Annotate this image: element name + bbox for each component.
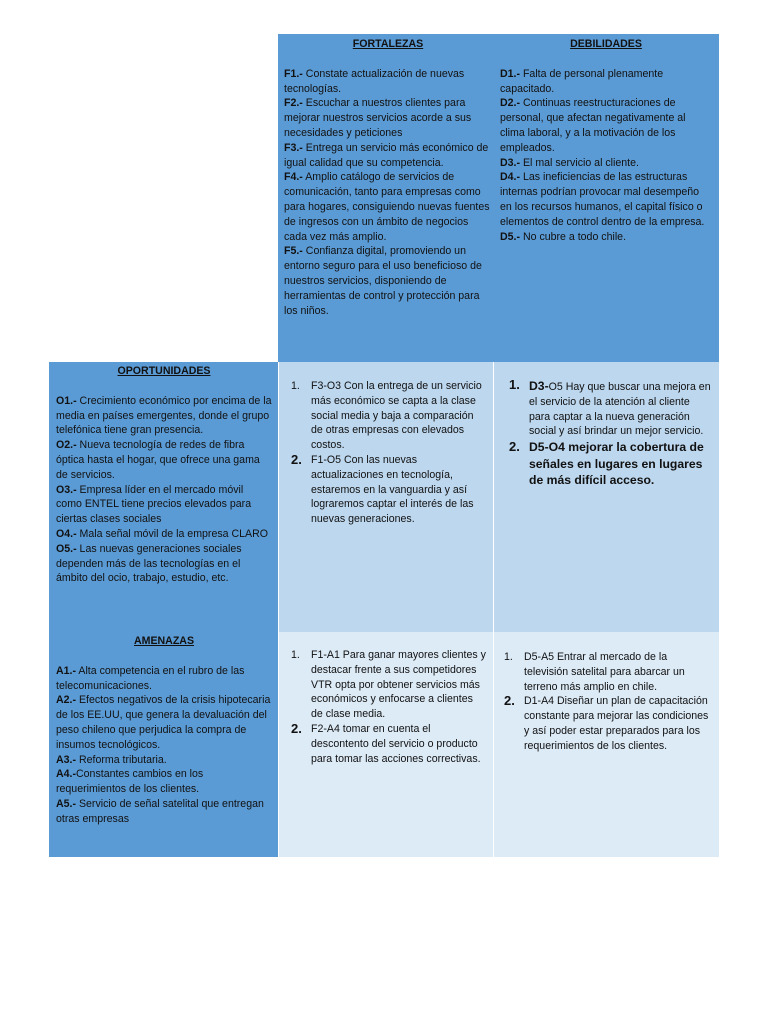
do-strategies-cell xyxy=(494,362,719,632)
item-text: Servicio de señal satelital que entregan otras empresas xyxy=(56,797,264,825)
strategy-text: D5-A5 Entrar al mercado de la televisión satelital para abarcar un terreno más amplio en chile. xyxy=(524,651,685,693)
da-strategies-cell xyxy=(494,632,719,857)
item-code: F1.- xyxy=(284,67,303,80)
item-code: F5.- xyxy=(284,245,303,258)
list-number: 1. xyxy=(509,377,520,392)
list-number: 1. xyxy=(291,649,300,661)
item-text: Alta competencia en el rubro de las telecomunicaciones. xyxy=(56,664,245,692)
list-number: 2. xyxy=(291,451,302,467)
list-item xyxy=(284,67,492,97)
item-text: Falta de personal plenamente capacitado. xyxy=(500,67,664,95)
strategy-text: F1-O5 Con las nuevas actualizaciones en tecnología, estaremos en la vanguardia y así lograremos captar el interés de las nuevas generaciones. xyxy=(311,453,474,526)
da-strategies-list xyxy=(494,650,711,754)
fo-strategies-cell xyxy=(279,362,493,632)
amenazas-list xyxy=(56,664,272,827)
item-code: A2.- xyxy=(56,694,77,707)
item-code: F2.- xyxy=(284,97,303,110)
fortalezas-column xyxy=(284,37,492,318)
list-number: 1. xyxy=(504,651,513,663)
item-text: Empresa líder en el mercado móvil como ENTEL tiene precios elevados para ciertas clases sociales xyxy=(56,483,252,526)
item-code: D4.- xyxy=(500,171,521,184)
fortalezas-title: FORTALEZAS xyxy=(352,38,424,50)
item-text: Escuchar a nuestros clientes para mejorar nuestros servicios acorde a sus necesidades y peticiones xyxy=(284,97,472,139)
strategy-text: F1-A1 Para ganar mayores clientes y destacar frente a sus competidores VTR opta por obtener servicios más económicos y enfocarse a clientes de clase media. xyxy=(311,649,486,721)
item-text: Las nuevas generaciones sociales dependen más de las tecnologías en el ámbito del ocio, trabajo, estudio, etc. xyxy=(56,542,242,585)
item-code: A4.- xyxy=(56,768,77,781)
item-code: D2.- xyxy=(500,97,521,110)
item-code: O2.- xyxy=(56,439,77,452)
list-item xyxy=(500,156,712,171)
list-item xyxy=(500,67,712,97)
item-code: D5.- xyxy=(500,230,521,243)
do-strategies-list xyxy=(499,379,713,489)
item-text: Mala señal móvil de la empresa CLARO xyxy=(76,527,268,540)
strategy-text: D1-A4 Diseñar un plan de capacitación constante para mejorar las condiciones y así poder estar preparados para los requerimientos de los clientes. xyxy=(524,695,709,752)
debilidades-title: DEBILIDADES xyxy=(570,38,642,50)
item-text: Nueva tecnología de redes de fibra óptica hasta el hogar, que ofrece una gama de servicios. xyxy=(56,439,260,481)
list-item xyxy=(284,170,492,244)
list-item xyxy=(500,170,712,229)
item-code: O3.- xyxy=(56,483,77,496)
item-code: F3.- xyxy=(284,141,303,154)
list-number: 2. xyxy=(509,439,520,455)
debilidades-list xyxy=(500,67,712,245)
oportunidades-list xyxy=(56,394,272,586)
item-code: O1.- xyxy=(56,394,77,407)
oportunidades-title: OPORTUNIDADES xyxy=(117,365,211,377)
list-item xyxy=(56,527,272,542)
item-text: Constate actualización de nuevas tecnologías. xyxy=(284,67,465,95)
list-item xyxy=(281,379,487,453)
amenazas-title: AMENAZAS xyxy=(133,635,195,647)
strategy-text: O5 Hay que buscar una mejora en el servicio de la atención al cliente para captar a la nueva generación social y así brindar un mejor servicio. xyxy=(529,381,711,438)
item-code: A1.- xyxy=(56,664,77,677)
strategy-text: D5-O4 mejorar la cobertura de señales en lugares en lugares de más difícil acceso. xyxy=(529,440,704,488)
list-item xyxy=(281,648,487,722)
item-code: F4.- xyxy=(284,171,303,184)
item-text: Efectos negativos de la crisis hipotecaria de los EE.UU, que genera la devaluación del peso chileno que perjudica la compra de insumos tecnológicos. xyxy=(56,694,271,751)
list-item xyxy=(56,542,272,586)
list-item xyxy=(56,753,272,768)
debilidades-column xyxy=(500,37,712,244)
list-item xyxy=(56,797,272,827)
list-item xyxy=(500,96,712,155)
list-item xyxy=(284,96,492,140)
list-item xyxy=(284,244,492,318)
list-item xyxy=(56,438,272,482)
list-item xyxy=(56,483,272,527)
list-item xyxy=(56,394,272,438)
list-item xyxy=(499,379,713,439)
list-item xyxy=(494,694,711,753)
list-item xyxy=(499,439,713,489)
strategy-text: F3-O3 Con la entrega de un servicio más económico se capta a la clase social media y baja a comparación de otras empresas con elevados costos. xyxy=(311,380,482,452)
fa-strategies-list xyxy=(281,648,487,766)
item-text: Confianza digital, promoviendo un entorno seguro para el uso beneficioso de nuestros servicios, disponiendo de herramientas de control y protección para los niños. xyxy=(284,245,482,317)
item-text: Entrega un servicio más económico de igual calidad que su competencia. xyxy=(284,141,489,169)
list-number: 1. xyxy=(291,380,300,392)
fo-strategies-list xyxy=(281,379,487,527)
item-code: O5.- xyxy=(56,542,77,555)
item-text: Crecimiento económico por encima de la media en países emergentes, donde el grupo telefónica tiene gran presencia. xyxy=(56,394,272,437)
item-code: D1.- xyxy=(500,67,521,80)
item-code: D3.- xyxy=(500,156,521,169)
list-item xyxy=(284,141,492,171)
item-text: No cubre a todo chile. xyxy=(520,230,627,243)
list-item xyxy=(494,650,711,694)
list-item xyxy=(281,453,487,527)
fortalezas-debilidades-cell xyxy=(278,34,719,362)
item-text: Constantes cambios en los requerimientos de los clientes. xyxy=(56,768,204,796)
fortalezas-list xyxy=(284,67,492,319)
fa-strategies-cell xyxy=(279,632,493,857)
list-number: 2. xyxy=(291,720,302,736)
amenazas-cell xyxy=(49,632,278,857)
list-item xyxy=(281,722,487,766)
item-text: Reforma tributaria. xyxy=(76,753,167,766)
item-text: Las ineficiencias de las estructuras internas podrían provocar mal desempeño en los recursos humanos, el capital físico o elementos de control dentro de la empresa. xyxy=(500,171,705,228)
item-code: O4.- xyxy=(56,527,77,540)
strategy-text: F2-A4 tomar en cuenta el descontento del servicio o producto para tomar las acciones correctivas. xyxy=(311,722,481,765)
item-text: El mal servicio al cliente. xyxy=(520,156,639,169)
list-item xyxy=(56,664,272,694)
item-text: Amplio catálogo de servicios de comunicación, tanto para empresas como para hogares, consiguiendo nuevas fuentes de ingresos con un ámbito de negocios cada vez más amplio. xyxy=(284,171,490,243)
list-item xyxy=(500,230,712,245)
item-code: A5.- xyxy=(56,797,77,810)
item-text: Continuas reestructuraciones de personal, que afectan negativamente al clima laboral, y a la motivación de los empleados. xyxy=(500,97,686,154)
list-item xyxy=(56,693,272,752)
strategy-code: D3- xyxy=(529,379,549,393)
list-item xyxy=(56,767,272,797)
list-number: 2. xyxy=(504,693,515,709)
item-code: A3.- xyxy=(56,753,77,766)
oportunidades-cell xyxy=(49,362,278,632)
